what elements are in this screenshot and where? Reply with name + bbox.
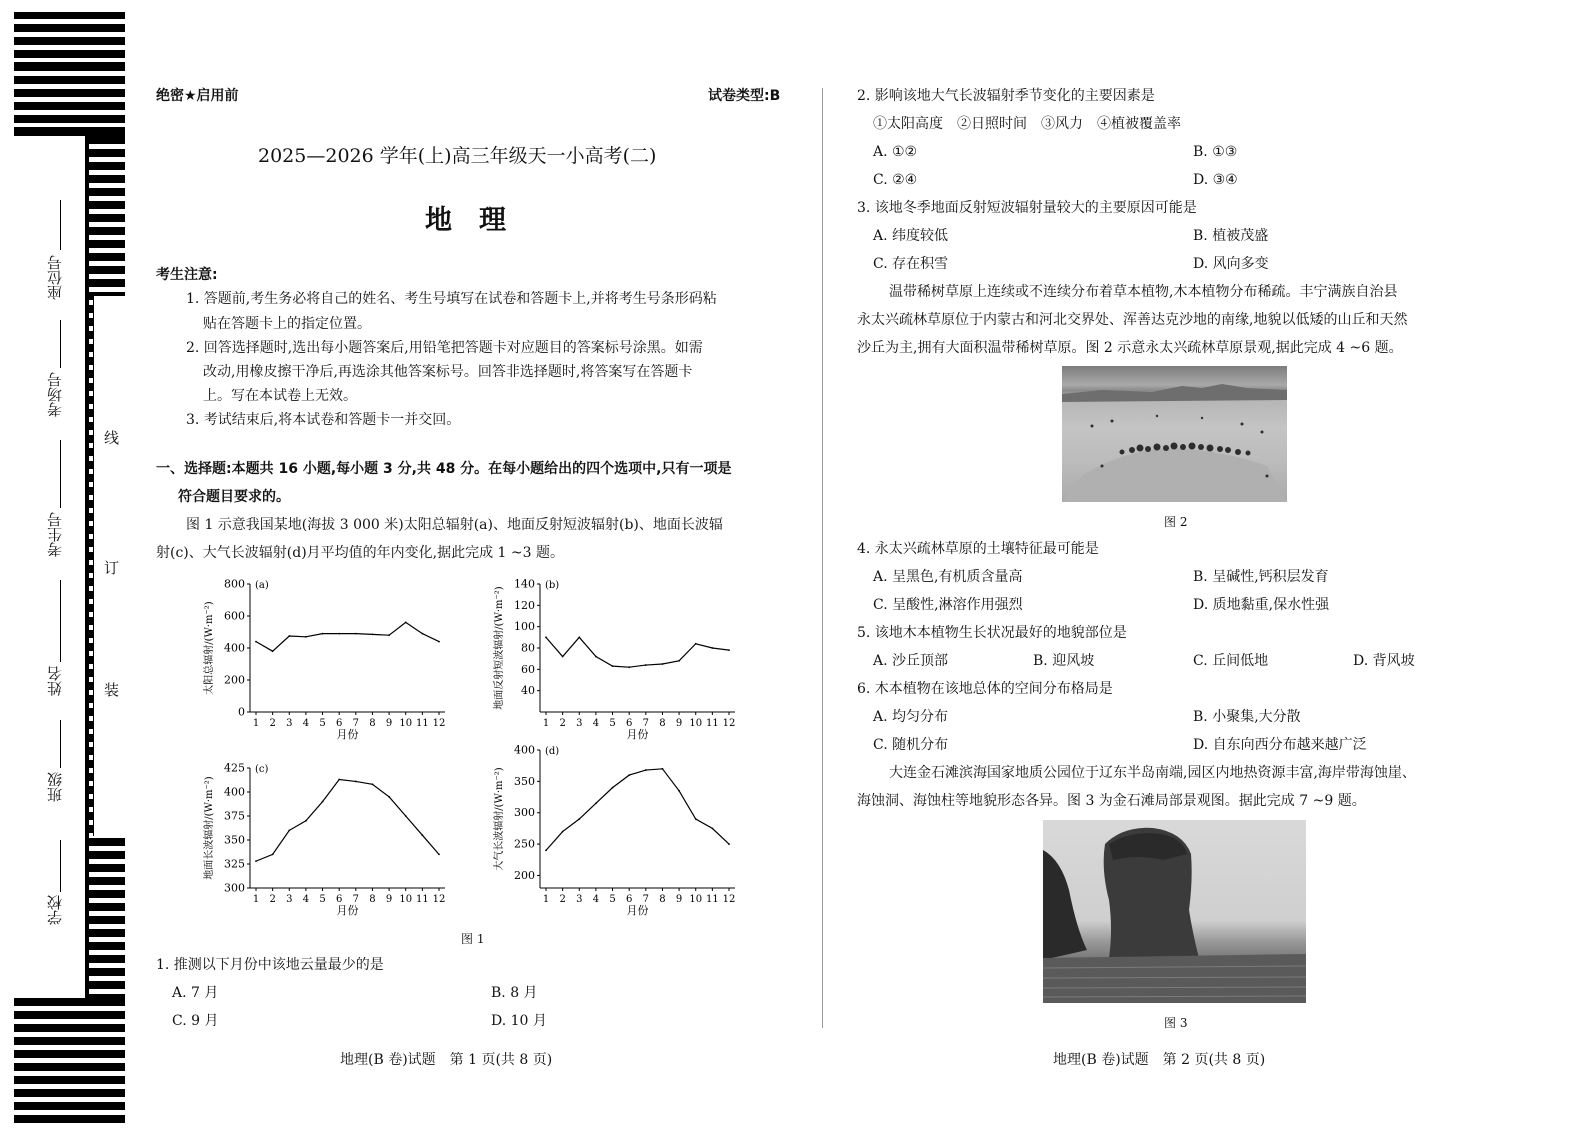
x-tick-label: 12 [432, 894, 446, 905]
passage2-line: 永太兴疏林草原位于内蒙古和河北交界处、浑善达克沙地的南缘,地貌以低矮的山丘和天然 [857, 312, 1408, 328]
q2-option-a[interactable]: A. ①② [873, 144, 918, 160]
figure-1-charts [195, 572, 755, 922]
y-tick-label: 80 [521, 641, 535, 655]
q3-stem: 3. 该地冬季地面反射短波辐射量较大的主要原因可能是 [857, 200, 1197, 216]
x-tick-label: 12 [722, 894, 736, 905]
section-title: 一、选择题:本题共 16 小题,每小题 3 分,共 48 分。在每小题给出的四个选项中,只有一项是 [156, 461, 732, 477]
x-tick-label: 5 [319, 718, 326, 729]
passage3-line: 大连金石滩滨海国家地质公园位于辽东半岛南端,园区内地热资源丰富,海岸带海蚀崖、 [889, 765, 1416, 781]
series-line [256, 622, 439, 651]
q6-option-d[interactable]: D. 自东向西分布越来越广泛 [1193, 737, 1367, 753]
notice-line: 3. 考试结束后,将本试卷和答题卡一并交回。 [186, 412, 461, 428]
panel-label: (d) [545, 746, 560, 757]
q1-stem: 1. 推测以下月份中该地云量最少的是 [156, 957, 384, 973]
x-tick-label: 5 [319, 894, 326, 905]
data-point [288, 635, 290, 637]
q4-option-c[interactable]: C. 呈酸性,淋溶作用强烈 [873, 597, 1023, 613]
q3-option-b[interactable]: B. 植被茂盛 [1193, 228, 1269, 244]
y-tick-label: 600 [224, 609, 245, 623]
y-tick-label: 325 [224, 857, 245, 871]
q5-stem: 5. 该地木本植物生长状况最好的地貌部位是 [857, 625, 1127, 641]
x-tick-label: 8 [659, 718, 666, 729]
y-tick-label: 250 [514, 837, 535, 851]
data-point [562, 831, 564, 833]
y-tick-label: 800 [224, 577, 245, 591]
q2-option-d[interactable]: D. ③④ [1193, 172, 1238, 188]
y-tick-label: 350 [514, 774, 535, 788]
y-tick-label: 300 [224, 881, 245, 895]
data-point [355, 633, 357, 635]
y-tick-label: 400 [224, 785, 245, 799]
data-point [421, 834, 423, 836]
data-point [322, 633, 324, 635]
data-point [305, 820, 307, 822]
q2-statements: ①太阳高度 ②日照时间 ③风力 ④植被覆盖率 [873, 116, 1181, 132]
data-point [421, 633, 423, 635]
y-axis-label: 大气长波辐射/(W·m⁻²) [494, 767, 505, 871]
y-tick-label: 200 [514, 868, 535, 882]
x-tick-label: 9 [675, 894, 683, 905]
section-title-cont: 符合题目要求的。 [178, 489, 290, 505]
x-tick-label: 11 [415, 718, 429, 729]
passage2-line: 沙丘为主,拥有大面积温带稀树草原。图 2 示意永太兴疏林草原景观,据此完成 4 ~6 题。 [857, 340, 1403, 356]
y-axis-label: 地面长波辐射/(W·m⁻²) [204, 776, 215, 880]
q4-stem: 4. 永太兴疏林草原的土壤特征最可能是 [857, 541, 1099, 557]
data-point [545, 636, 547, 638]
y-tick-label: 140 [514, 577, 535, 591]
subject-title: 地 理 [425, 205, 506, 236]
data-point [355, 781, 357, 783]
chart-panel-4 [492, 744, 735, 918]
field-label-seat: 座位号 [46, 255, 64, 300]
x-tick-label: 2 [559, 894, 566, 905]
q5-option-a[interactable]: A. 沙丘顶部 [873, 653, 949, 669]
fig1-intro: 图 1 示意我国某地(海拔 3 000 米)太阳总辐射(a)、地面反射短波辐射(b)、地面长波辐 [186, 517, 723, 533]
fig1-caption: 图 1 [461, 932, 485, 946]
cut-word-line: 线 [102, 430, 120, 445]
x-tick-label: 10 [399, 718, 413, 729]
chart-panel-3 [202, 762, 445, 918]
data-point [578, 818, 580, 820]
data-point [595, 802, 597, 804]
x-tick-label: 11 [705, 894, 719, 905]
y-tick-label: 375 [224, 809, 245, 823]
notice-heading: 考生注意: [156, 267, 218, 283]
notice-line: 上。写在本试卷上无效。 [203, 388, 357, 404]
series-line [546, 769, 729, 851]
x-tick-label: 2 [559, 718, 566, 729]
passage3-line: 海蚀洞、海蚀柱等地貌形态各异。图 3 为金石滩局部景观图。据此完成 7 ~9 题。 [857, 793, 1366, 809]
data-point [305, 636, 307, 638]
x-tick-label: 12 [722, 718, 736, 729]
q4-option-b[interactable]: B. 呈碱性,钙积层发育 [1193, 569, 1329, 585]
x-axis-label: 月份 [626, 904, 649, 917]
y-axis-label: 地面反射短波辐射/(W·m⁻²) [494, 586, 505, 710]
cut-word-bind: 装 [102, 682, 120, 697]
x-tick-label: 3 [286, 718, 293, 729]
panel-label: (c) [255, 764, 269, 775]
x-tick-label: 5 [609, 718, 616, 729]
data-point [678, 790, 680, 792]
data-point [645, 664, 647, 666]
data-point [645, 769, 647, 771]
x-tick-label: 1 [252, 718, 260, 729]
x-axis-label: 月份 [336, 904, 359, 917]
y-tick-label: 400 [224, 641, 245, 655]
x-tick-label: 7 [642, 894, 650, 905]
field-label-class: 班级 [46, 772, 64, 802]
page-divider [822, 88, 823, 1028]
fig3-caption: 图 3 [1164, 1016, 1188, 1030]
x-tick-label: 9 [385, 894, 393, 905]
x-tick-label: 7 [352, 718, 360, 729]
data-point [405, 622, 407, 624]
q1-option-c[interactable]: C. 9 月 [172, 1013, 219, 1029]
data-point [438, 854, 440, 856]
y-tick-label: 120 [514, 598, 535, 612]
q3-option-c[interactable]: C. 存在积雪 [873, 256, 949, 272]
cut-word-staple: 订 [102, 560, 120, 575]
y-tick-label: 400 [514, 743, 535, 757]
x-tick-label: 6 [625, 718, 633, 729]
data-point [322, 801, 324, 803]
x-tick-label: 11 [415, 894, 429, 905]
x-tick-label: 3 [286, 894, 293, 905]
data-point [695, 818, 697, 820]
series-line [256, 780, 439, 862]
x-tick-label: 12 [432, 718, 446, 729]
figure-2-grassland-photo [1062, 366, 1287, 502]
x-tick-label: 1 [542, 718, 550, 729]
secret-mark: 绝密★启用前 [156, 88, 239, 104]
x-tick-label: 6 [625, 894, 633, 905]
q4-option-d[interactable]: D. 质地黏重,保水性强 [1193, 597, 1330, 613]
y-tick-label: 425 [224, 761, 245, 775]
q5-option-d[interactable]: D. 背风坡 [1353, 653, 1415, 669]
series-line [546, 637, 729, 667]
x-tick-label: 4 [592, 894, 600, 905]
data-point [662, 663, 664, 665]
x-axis-label: 月份 [626, 728, 649, 741]
data-point [405, 815, 407, 817]
x-tick-label: 6 [335, 718, 343, 729]
field-label-name: 姓名 [46, 666, 64, 696]
y-tick-label: 100 [514, 620, 535, 634]
notice-line: 改动,用橡皮擦干净后,再选涂其他答案标号。回答非选择题时,将答案写在答题卡 [203, 364, 693, 380]
data-point [728, 843, 730, 845]
x-tick-label: 10 [689, 894, 703, 905]
x-tick-label: 1 [542, 894, 550, 905]
notice-line: 贴在答题卡上的指定位置。 [203, 316, 371, 332]
q1-option-b[interactable]: B. 8 月 [491, 985, 538, 1001]
field-label-examinee-no: 考生号 [46, 512, 64, 557]
y-tick-label: 0 [238, 705, 245, 719]
data-point [578, 636, 580, 638]
y-tick-label: 300 [514, 806, 535, 820]
paper-type: 试卷类型:B [708, 88, 781, 104]
data-point [272, 854, 274, 856]
data-point [595, 656, 597, 658]
x-tick-label: 11 [705, 718, 719, 729]
footer-right: 地理(B 卷)试题 第 2 页(共 8 页) [1053, 1052, 1266, 1068]
data-point [438, 641, 440, 643]
data-point [612, 665, 614, 667]
data-point [338, 633, 340, 635]
x-tick-label: 7 [642, 718, 650, 729]
fig2-caption: 图 2 [1164, 515, 1188, 529]
data-point [728, 649, 730, 651]
x-tick-label: 9 [675, 718, 683, 729]
data-point [562, 656, 564, 658]
x-tick-label: 4 [592, 718, 600, 729]
q5-option-b[interactable]: B. 迎风坡 [1033, 653, 1095, 669]
data-point [711, 647, 713, 649]
q1-option-d[interactable]: D. 10 月 [491, 1013, 547, 1029]
y-tick-label: 350 [224, 833, 245, 847]
q1-option-a[interactable]: A. 7 月 [172, 985, 219, 1001]
x-tick-label: 10 [689, 718, 703, 729]
chart-panel-1 [202, 578, 445, 742]
y-axis-label: 太阳总辐射/(W·m⁻²) [204, 601, 215, 695]
passage2-line: 温带稀树草原上连续或不连续分布着草本植物,木本植物分布稀疏。丰宁满族自治县 [889, 284, 1398, 300]
q4-option-a[interactable]: A. 呈黑色,有机质含量高 [873, 569, 1023, 585]
q2-option-b[interactable]: B. ①③ [1193, 144, 1238, 160]
x-tick-label: 8 [659, 894, 666, 905]
data-point [338, 779, 340, 781]
data-point [372, 783, 374, 785]
notice-line: 2. 回答选择题时,选出每小题答案后,用铅笔把答题卡对应题目的答案标号涂黑。如需 [186, 340, 703, 356]
x-tick-label: 3 [576, 894, 583, 905]
x-tick-label: 9 [385, 718, 393, 729]
y-tick-label: 200 [224, 673, 245, 687]
x-tick-label: 2 [269, 894, 276, 905]
q3-option-d[interactable]: D. 风向多变 [1193, 256, 1269, 272]
q6-option-b[interactable]: B. 小聚集,大分散 [1193, 709, 1301, 725]
fig1-intro-cont: 射(c)、大气长波辐射(d)月平均值的年内变化,据此完成 1 ~3 题。 [156, 545, 564, 561]
x-tick-label: 2 [269, 718, 276, 729]
panel-label: (a) [255, 580, 269, 591]
panel-label: (b) [545, 580, 560, 591]
exam-title: 2025—2026 学年(上)高三年级天一小高考(二) [258, 145, 657, 167]
data-point [612, 787, 614, 789]
data-point [678, 660, 680, 662]
figure-3-sea-stack-photo [1043, 820, 1306, 1003]
x-tick-label: 6 [335, 894, 343, 905]
field-label-school: 学校 [46, 895, 64, 925]
data-point [711, 828, 713, 830]
notice-line: 1. 答题前,考生务必将自己的姓名、考生号填写在试卷和答题卡上,并将考生号条形码粘 [186, 291, 717, 307]
x-tick-label: 8 [369, 718, 376, 729]
q2-stem: 2. 影响该地大气长波辐射季节变化的主要因素是 [857, 88, 1155, 104]
x-tick-label: 5 [609, 894, 616, 905]
data-point [388, 796, 390, 798]
y-tick-label: 40 [521, 684, 535, 698]
data-point [272, 650, 274, 652]
x-tick-label: 7 [352, 894, 360, 905]
data-point [545, 849, 547, 851]
q2-option-c[interactable]: C. ②④ [873, 172, 918, 188]
q6-option-a[interactable]: A. 均匀分布 [873, 709, 949, 725]
q3-option-a[interactable]: A. 纬度较低 [873, 228, 949, 244]
x-tick-label: 4 [302, 718, 310, 729]
data-point [372, 634, 374, 636]
x-tick-label: 8 [369, 894, 376, 905]
field-label-room: 考场号 [46, 372, 64, 417]
data-point [388, 634, 390, 636]
q5-option-c[interactable]: C. 丘间低地 [1193, 653, 1269, 669]
x-tick-label: 1 [252, 894, 260, 905]
x-tick-label: 3 [576, 718, 583, 729]
y-tick-label: 60 [521, 662, 535, 676]
data-point [628, 666, 630, 668]
data-point [288, 830, 290, 832]
data-point [662, 768, 664, 770]
data-point [628, 774, 630, 776]
x-tick-label: 4 [302, 894, 310, 905]
footer-left: 地理(B 卷)试题 第 1 页(共 8 页) [340, 1052, 553, 1068]
q6-stem: 6. 木本植物在该地总体的空间分布格局是 [857, 681, 1113, 697]
chart-panel-2 [492, 578, 735, 742]
data-point [255, 860, 257, 862]
data-point [255, 641, 257, 643]
x-tick-label: 10 [399, 894, 413, 905]
q6-option-c[interactable]: C. 随机分布 [873, 737, 949, 753]
data-point [695, 643, 697, 645]
x-axis-label: 月份 [336, 728, 359, 741]
